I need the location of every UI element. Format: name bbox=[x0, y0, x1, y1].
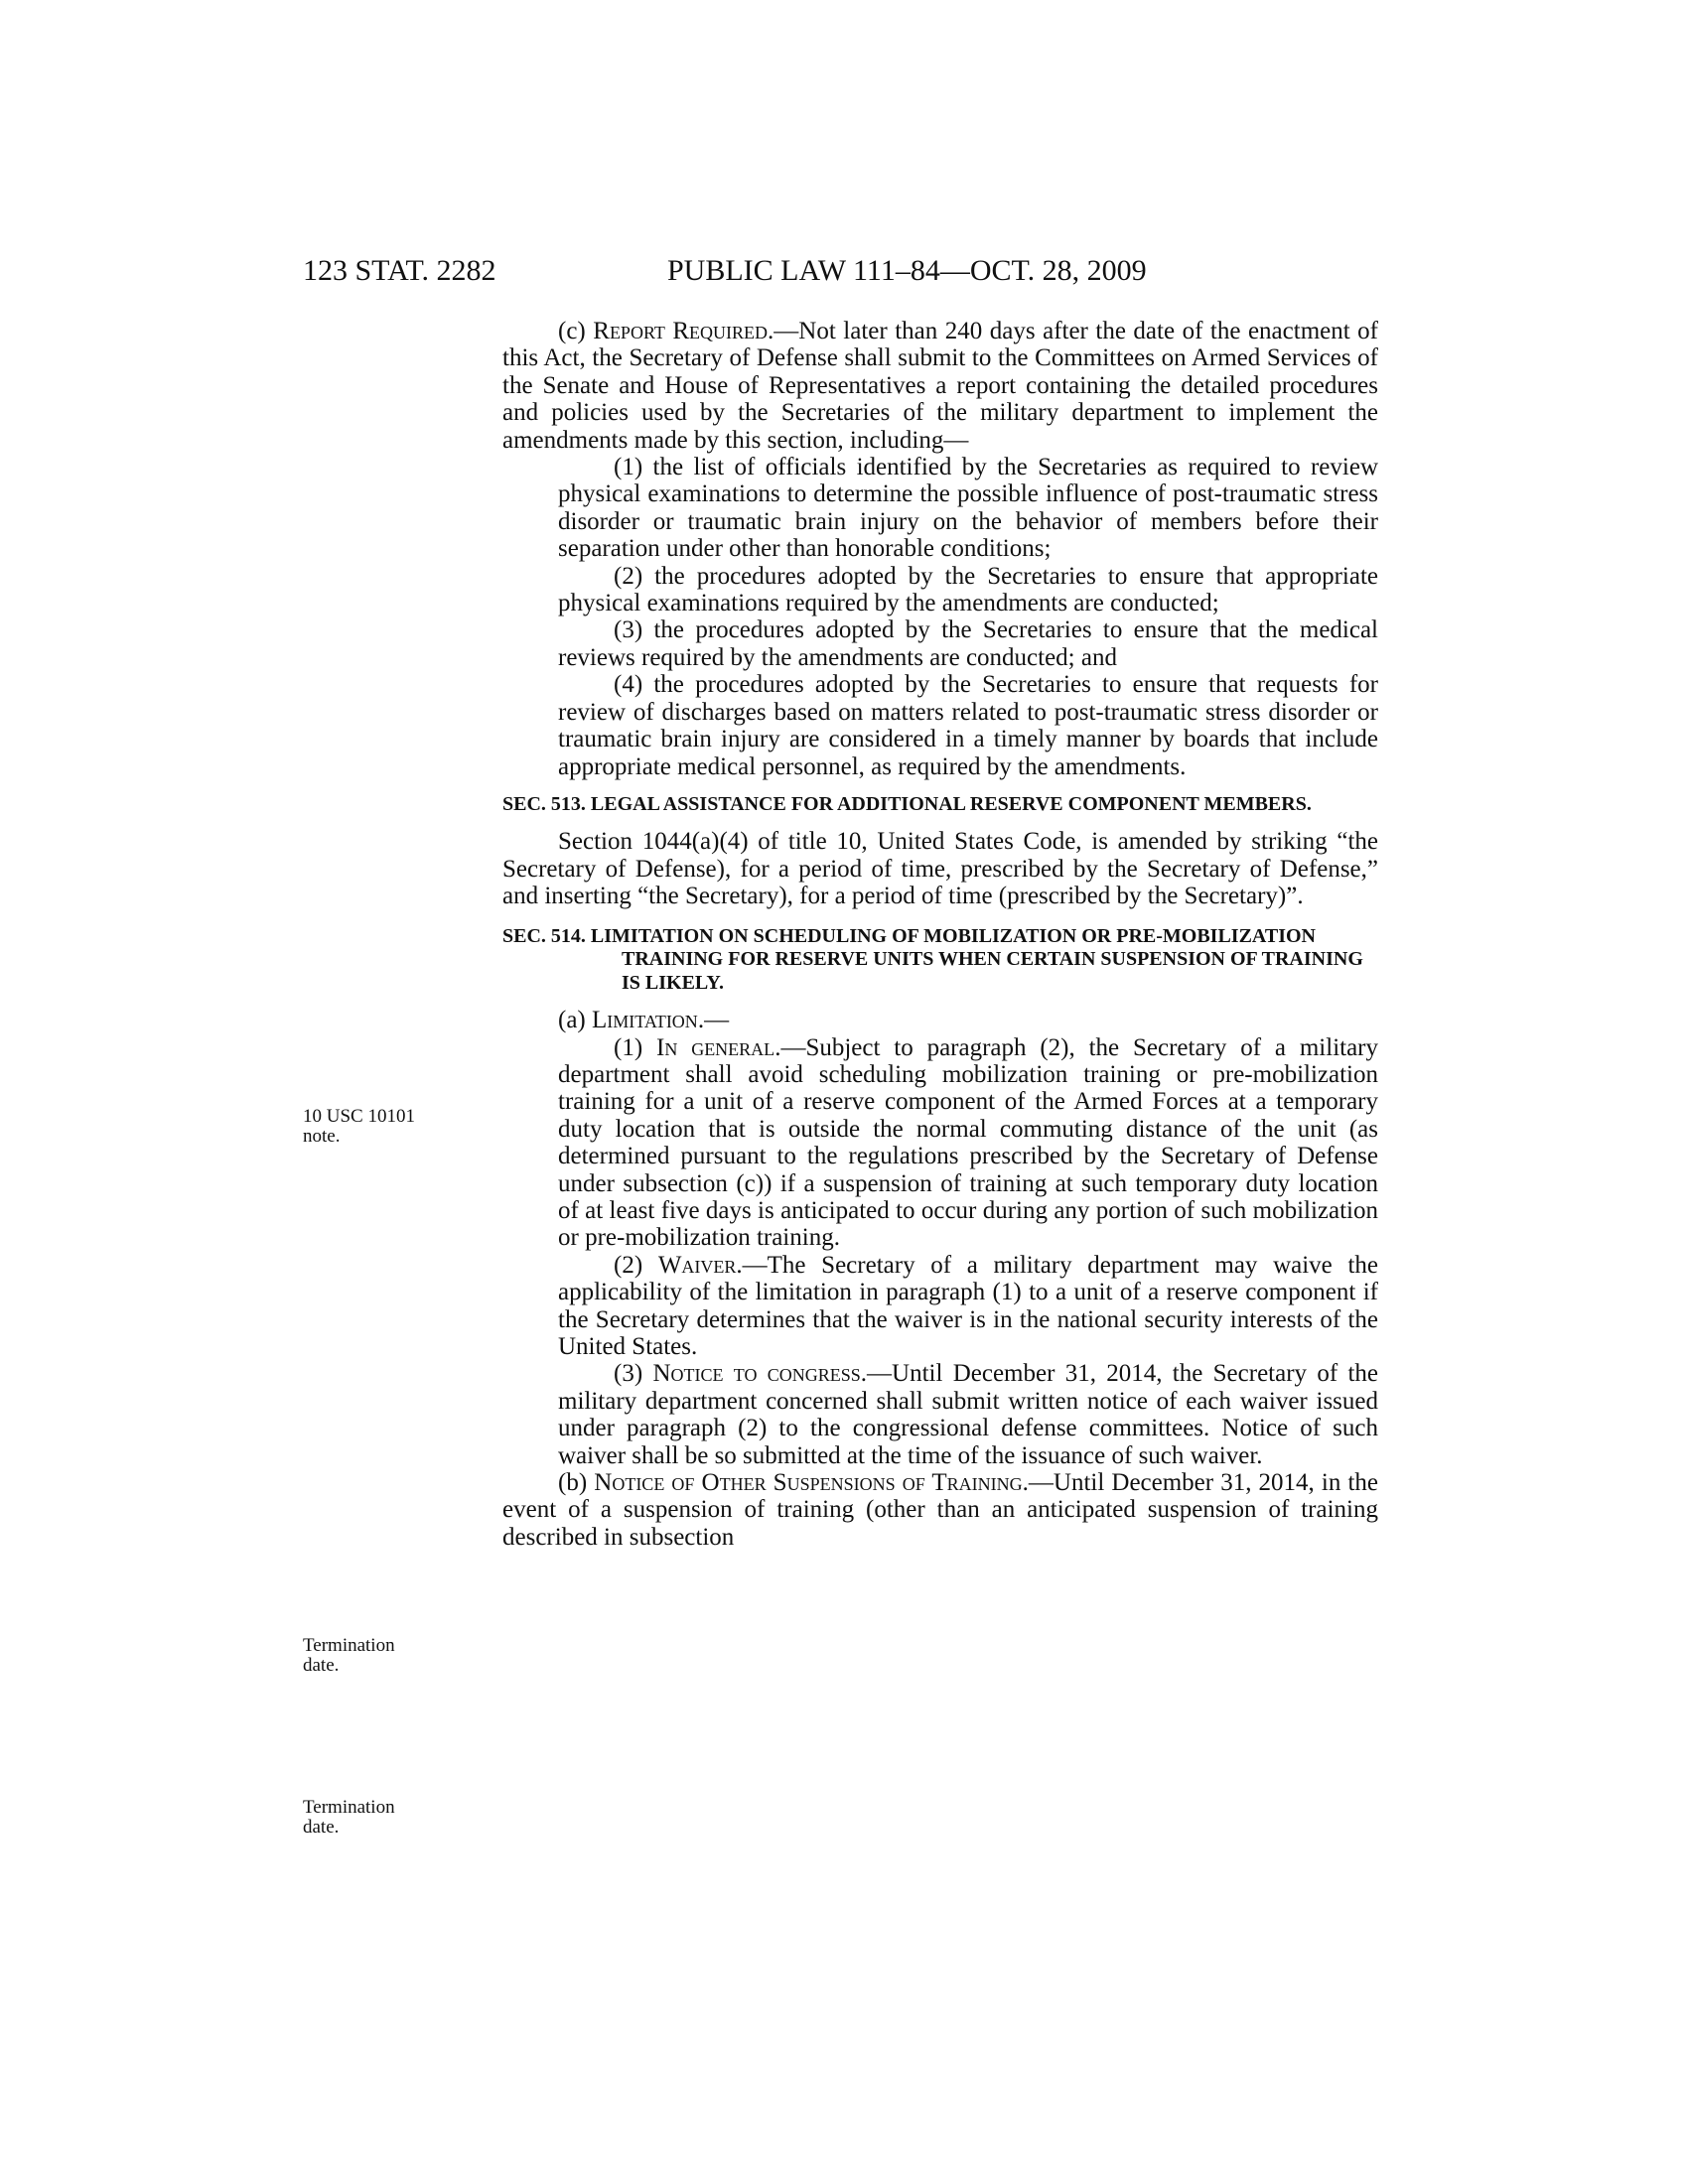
subsection-b: (b) Notice of Other Suspensions of Training.—Until December 31, 2014, in the event of a suspension of training (other than an anticipated suspension of training described in subsection bbox=[502, 1469, 1378, 1551]
subsection-c: (c) Report Required.—Not later than 240 days after the date of the enactment of this Act, the Secretary of Defense shall submit to the Committees on Armed Services of the Senate and House of Representatives a report containing the detailed procedures and policies used by the Secretaries of the military department to implement the amendments made by this section, including— bbox=[502, 318, 1379, 454]
report-item-1: (1) the list of officials identified by the Secretaries as required to review physical examinations to determine the possible influence of post-traumatic stress disorder or traumatic brain injury on the behavior of members before their separation under other than honorable conditions; bbox=[558, 454, 1378, 563]
margin-note-termination-1: Termination date. bbox=[303, 1635, 395, 1676]
margin-note-usc: 10 USC 10101 note. bbox=[303, 1106, 415, 1147]
public-law-title: PUBLIC LAW 111–84—OCT. 28, 2009 bbox=[667, 254, 1147, 287]
report-item-3: (3) the procedures adopted by the Secretaries to ensure that the medical reviews required by the amendments are conducted; and bbox=[558, 616, 1378, 671]
paragraph-1-in-general: (1) In general.—Subject to paragraph (2), the Secretary of a military department shall avoid scheduling mobilization training or pre-mobilization training for a unit of a reserve component of the Armed Forces at a temporary duty location that is outside the normal commuting distance of the unit (as determined pursuant to the regulations prescribed by the Secretary of Defense under subsection (c)) if a suspension of training at such temporary duty location of at least five days is anticipated to occur during any portion of such mobilization or pre-mobilization training. bbox=[558, 1033, 1379, 1252]
sec-514-heading: SEC. 514. LIMITATION ON SCHEDULING OF MOBILIZATION OR PRE-MOBILIZATION TRAINING FOR RESERVE UNITS WHEN CERTAIN SUSPENSION OF TRAINING IS LIKELY. bbox=[502, 924, 1363, 994]
report-item-4: (4) the procedures adopted by the Secretaries to ensure that requests for review of discharges based on matters related to post-traumatic stress disorder or traumatic brain injury are considered in a timely manner by boards that include appropriate medical personnel, as required by the amendments. bbox=[558, 671, 1378, 780]
subsection-a: (a) Limitation.— bbox=[558, 1007, 730, 1034]
statute-page-number: 123 STAT. 2282 bbox=[303, 254, 496, 287]
margin-note-termination-2: Termination date. bbox=[303, 1797, 395, 1838]
paragraph-2-waiver: (2) Waiver.—The Secretary of a military department may waive the applicability of the limitation in paragraph (1) to a unit of a reserve component if the Secretary determines that the waiver is in the national security interests of the United States. bbox=[558, 1251, 1378, 1360]
sec-513-text: Section 1044(a)(4) of title 10, United States Code, is amended by striking “the Secretary of Defense), for a period of time, prescribed by the Secretary of Defense,” and inserting “the Secretary), for a period of time (prescribed by the Secretary)”. bbox=[502, 828, 1378, 910]
page-header bbox=[303, 251, 1226, 291]
document-body bbox=[502, 318, 1378, 1551]
subsection-c-heading: Report Required bbox=[593, 318, 769, 344]
paragraph-3-notice-to-congress: (3) Notice to congress.—Until December 31, 2014, the Secretary of the military department concerned shall submit written notice of each waiver issued under paragraph (2) to the congressional defense committees. Notice of such waiver shall be so submitted at the time of the issuance of such waiver. bbox=[558, 1360, 1378, 1469]
report-item-2: (2) the procedures adopted by the Secretaries to ensure that appropriate physical examinations required by the amendments are conducted; bbox=[558, 562, 1378, 617]
sec-513-heading: SEC. 513. LEGAL ASSISTANCE FOR ADDITIONAL RESERVE COMPONENT MEMBERS. bbox=[502, 792, 1312, 815]
